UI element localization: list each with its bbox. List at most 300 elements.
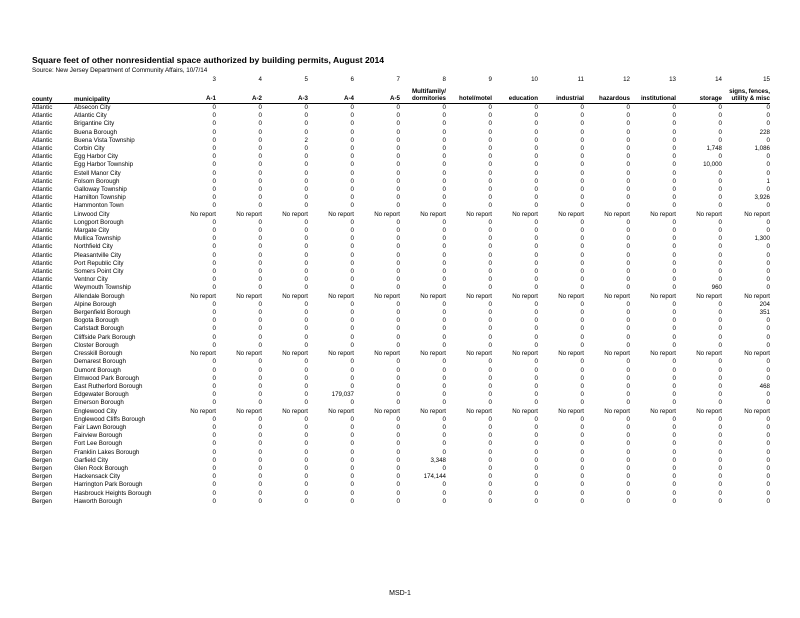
value-cell: 0 — [304, 325, 308, 333]
value-cell: 0 — [718, 276, 722, 284]
value-cell: 0 — [766, 104, 770, 111]
value-cell: 0 — [258, 374, 262, 382]
value-cell: 0 — [766, 243, 770, 251]
value-cell: No report — [236, 210, 262, 218]
value-cell: 0 — [350, 259, 354, 267]
table-row — [32, 424, 770, 432]
value-cell: 0 — [258, 136, 262, 144]
column-number: 7 — [396, 76, 400, 83]
value-cell: 0 — [396, 481, 400, 489]
value-cell: 0 — [488, 341, 492, 349]
value-cell: 0 — [580, 136, 584, 144]
county-cell: Bergen — [32, 366, 52, 374]
value-cell: 0 — [580, 218, 584, 226]
value-cell: 3,926 — [754, 194, 770, 202]
value-cell: 0 — [488, 243, 492, 251]
value-cell: 0 — [442, 481, 446, 489]
value-cell: 0 — [350, 169, 354, 177]
county-cell: Bergen — [32, 423, 52, 431]
value-cell: 0 — [488, 120, 492, 128]
value-cell: 0 — [442, 489, 446, 497]
value-cell: 0 — [442, 218, 446, 226]
value-cell: 0 — [488, 440, 492, 448]
value-cell: 0 — [626, 415, 630, 423]
value-cell: No report — [650, 350, 676, 358]
value-cell: 0 — [304, 456, 308, 464]
value-cell: 0 — [258, 391, 262, 399]
value-cell: 0 — [580, 309, 584, 317]
value-cell: 0 — [626, 202, 630, 210]
column-number: 10 — [531, 76, 538, 83]
value-cell: 0 — [766, 464, 770, 472]
value-cell: 0 — [534, 145, 538, 153]
value-cell: 0 — [258, 145, 262, 153]
county-cell: Atlantic — [32, 128, 53, 136]
value-cell: 0 — [350, 317, 354, 325]
value-cell: 0 — [304, 497, 308, 505]
value-cell: 0 — [488, 251, 492, 259]
table-row — [32, 432, 770, 440]
value-cell: 0 — [350, 243, 354, 251]
value-cell: 0 — [488, 128, 492, 136]
county-cell: Atlantic — [32, 186, 53, 194]
value-cell: 0 — [672, 177, 676, 185]
value-cell: No report — [558, 407, 584, 415]
value-cell: 0 — [442, 284, 446, 292]
value-cell: 0 — [350, 145, 354, 153]
value-cell: 0 — [488, 153, 492, 161]
county-cell: Bergen — [32, 350, 52, 358]
value-cell: 0 — [534, 259, 538, 267]
value-cell: 0 — [350, 177, 354, 185]
county-cell: Atlantic — [32, 145, 53, 153]
value-cell: 0 — [718, 186, 722, 194]
value-cell: 0 — [212, 177, 216, 185]
value-cell: 0 — [212, 333, 216, 341]
value-cell: 0 — [534, 104, 538, 111]
value-cell: 0 — [626, 218, 630, 226]
value-cell: 0 — [580, 104, 584, 111]
value-cell: 0 — [258, 415, 262, 423]
value-cell: 0 — [304, 415, 308, 423]
county-cell: Atlantic — [32, 251, 53, 259]
county-cell: Atlantic — [32, 120, 53, 128]
value-cell: 0 — [258, 259, 262, 267]
value-cell: 0 — [488, 309, 492, 317]
county-cell: Bergen — [32, 448, 52, 456]
value-cell: No report — [374, 210, 400, 218]
value-cell: 0 — [718, 432, 722, 440]
value-cell: 0 — [580, 317, 584, 325]
value-cell: 0 — [672, 284, 676, 292]
value-cell: 0 — [258, 333, 262, 341]
value-cell: 0 — [534, 399, 538, 407]
municipality-cell: Glen Rock Borough — [74, 464, 128, 472]
value-cell: 0 — [766, 169, 770, 177]
value-cell: 0 — [626, 489, 630, 497]
value-cell: 0 — [350, 415, 354, 423]
county-cell: Bergen — [32, 456, 52, 464]
value-cell: 0 — [304, 161, 308, 169]
value-cell: 0 — [212, 186, 216, 194]
table-row — [32, 153, 770, 161]
value-cell: No report — [744, 210, 770, 218]
value-cell: 0 — [212, 341, 216, 349]
value-cell: No report — [190, 407, 216, 415]
value-cell: 0 — [304, 366, 308, 374]
value-cell: 0 — [626, 268, 630, 276]
value-cell: 0 — [534, 423, 538, 431]
value-cell: No report — [650, 210, 676, 218]
value-cell: 0 — [626, 481, 630, 489]
value-cell: 0 — [212, 473, 216, 481]
value-cell: 0 — [258, 202, 262, 210]
value-cell: 0 — [212, 423, 216, 431]
value-cell: 0 — [626, 317, 630, 325]
value-cell: 0 — [580, 423, 584, 431]
table-row — [32, 490, 770, 498]
value-cell: 0 — [672, 341, 676, 349]
value-cell: 0 — [304, 317, 308, 325]
value-cell: 0 — [442, 366, 446, 374]
value-cell: 0 — [534, 391, 538, 399]
value-cell: 0 — [580, 268, 584, 276]
value-cell: 0 — [766, 366, 770, 374]
column-header: hazardous — [584, 84, 630, 104]
value-cell: 0 — [488, 276, 492, 284]
county-cell: Bergen — [32, 382, 52, 390]
table-row — [32, 375, 770, 383]
value-cell: 0 — [672, 153, 676, 161]
value-cell: 0 — [718, 300, 722, 308]
value-cell: 0 — [396, 489, 400, 497]
county-cell: Bergen — [32, 292, 52, 300]
county-cell: Atlantic — [32, 169, 53, 177]
county-cell: Atlantic — [32, 235, 53, 243]
value-cell: 0 — [350, 153, 354, 161]
value-cell: 0 — [766, 325, 770, 333]
value-cell: No report — [420, 292, 446, 300]
value-cell: 0 — [672, 309, 676, 317]
table-row — [32, 293, 770, 301]
value-cell: 0 — [488, 473, 492, 481]
value-cell: 0 — [212, 489, 216, 497]
column-header: industrial — [538, 84, 584, 104]
value-cell: 0 — [672, 104, 676, 111]
value-cell: 0 — [396, 325, 400, 333]
value-cell: 0 — [488, 235, 492, 243]
value-cell: 0 — [488, 300, 492, 308]
value-cell: 0 — [766, 161, 770, 169]
value-cell: 0 — [672, 481, 676, 489]
value-cell: 0 — [534, 136, 538, 144]
value-cell: 0 — [258, 235, 262, 243]
value-cell: 0 — [350, 227, 354, 235]
value-cell: 0 — [304, 399, 308, 407]
value-cell: 0 — [304, 448, 308, 456]
value-cell: 0 — [718, 268, 722, 276]
value-cell: 0 — [212, 235, 216, 243]
value-cell: 0 — [442, 120, 446, 128]
value-cell: 0 — [672, 448, 676, 456]
value-cell: 0 — [304, 235, 308, 243]
value-cell: 0 — [396, 374, 400, 382]
value-cell: 0 — [580, 194, 584, 202]
municipality-cell: Dumont Borough — [74, 366, 121, 374]
value-cell: 0 — [396, 120, 400, 128]
value-cell: 0 — [534, 415, 538, 423]
value-cell: 0 — [212, 268, 216, 276]
value-cell: 0 — [258, 268, 262, 276]
value-cell: 0 — [212, 145, 216, 153]
value-cell: 0 — [626, 243, 630, 251]
value-cell: 0 — [212, 382, 216, 390]
value-cell: No report — [466, 407, 492, 415]
municipality-cell: Linwood City — [74, 210, 110, 218]
value-cell: 0 — [672, 145, 676, 153]
county-cell: Bergen — [32, 317, 52, 325]
county-cell: Atlantic — [32, 161, 53, 169]
value-cell: 0 — [718, 194, 722, 202]
value-cell: 0 — [396, 448, 400, 456]
value-cell: 0 — [396, 300, 400, 308]
value-cell: No report — [512, 350, 538, 358]
value-cell: No report — [744, 407, 770, 415]
value-cell: 0 — [718, 309, 722, 317]
value-cell: 0 — [258, 464, 262, 472]
value-cell: 0 — [258, 432, 262, 440]
value-cell: 0 — [534, 186, 538, 194]
value-cell: 0 — [304, 218, 308, 226]
value-cell: 0 — [442, 235, 446, 243]
value-cell: 0 — [212, 276, 216, 284]
value-cell: 0 — [580, 366, 584, 374]
county-cell: Bergen — [32, 309, 52, 317]
value-cell: 0 — [396, 259, 400, 267]
municipality-cell: Fort Lee Borough — [74, 440, 123, 448]
value-cell: 0 — [580, 120, 584, 128]
value-cell: 0 — [212, 259, 216, 267]
value-cell: 468 — [759, 382, 770, 390]
value-cell: 0 — [580, 235, 584, 243]
county-cell: Bergen — [32, 481, 52, 489]
value-cell: 0 — [718, 177, 722, 185]
value-cell: 0 — [442, 276, 446, 284]
value-cell: 0 — [258, 161, 262, 169]
municipality-cell: Harrington Park Borough — [74, 481, 143, 489]
value-cell: 0 — [212, 399, 216, 407]
value-cell: 0 — [258, 128, 262, 136]
county-cell: Bergen — [32, 399, 52, 407]
value-cell: 0 — [212, 104, 216, 111]
value-cell: 0 — [580, 128, 584, 136]
value-cell: 0 — [488, 112, 492, 120]
value-cell: 0 — [626, 161, 630, 169]
value-cell: 0 — [442, 300, 446, 308]
value-cell: 0 — [488, 333, 492, 341]
value-cell: 0 — [580, 415, 584, 423]
value-cell: 0 — [212, 284, 216, 292]
value-cell: 0 — [350, 423, 354, 431]
value-cell: 0 — [626, 145, 630, 153]
value-cell: No report — [466, 292, 492, 300]
value-cell: 0 — [766, 432, 770, 440]
value-cell: 0 — [442, 399, 446, 407]
table-row — [32, 129, 770, 137]
value-cell: 0 — [212, 440, 216, 448]
value-cell: 0 — [258, 227, 262, 235]
county-cell: Bergen — [32, 358, 52, 366]
value-cell: No report — [236, 292, 262, 300]
value-cell: 1,300 — [754, 235, 770, 243]
municipality-cell: Franklin Lakes Borough — [74, 448, 140, 456]
value-cell: 0 — [672, 317, 676, 325]
table-row — [32, 317, 770, 325]
municipality-cell: Galloway Township — [74, 186, 127, 194]
value-cell: 0 — [534, 128, 538, 136]
value-cell: No report — [558, 350, 584, 358]
value-cell: 0 — [580, 276, 584, 284]
municipality-cell: Fair Lawn Borough — [74, 423, 127, 431]
value-cell: 179,037 — [331, 391, 354, 399]
value-cell: 0 — [304, 169, 308, 177]
value-cell: 0 — [766, 473, 770, 481]
value-cell: 0 — [626, 456, 630, 464]
table-row — [32, 202, 770, 210]
value-cell: 0 — [580, 456, 584, 464]
value-cell: 174,144 — [423, 473, 446, 481]
table-row — [32, 440, 770, 448]
value-cell: 0 — [626, 382, 630, 390]
value-cell: 0 — [396, 227, 400, 235]
value-cell: No report — [282, 292, 308, 300]
value-cell: 0 — [626, 128, 630, 136]
value-cell: 0 — [534, 489, 538, 497]
value-cell: 0 — [580, 227, 584, 235]
value-cell: 0 — [396, 153, 400, 161]
value-cell: 0 — [488, 259, 492, 267]
value-cell: 0 — [672, 464, 676, 472]
county-cell: Atlantic — [32, 227, 53, 235]
value-cell: 0 — [718, 366, 722, 374]
value-cell: 0 — [396, 391, 400, 399]
value-cell: 0 — [212, 227, 216, 235]
value-cell: 0 — [672, 391, 676, 399]
value-cell: 0 — [718, 333, 722, 341]
value-cell: 0 — [672, 300, 676, 308]
municipality-cell: Cliffside Park Borough — [74, 333, 136, 341]
value-cell: 0 — [258, 194, 262, 202]
column-header: A-2 — [216, 84, 262, 104]
value-cell: 0 — [350, 251, 354, 259]
value-cell: 0 — [258, 169, 262, 177]
value-cell: 0 — [442, 251, 446, 259]
value-cell: 1,086 — [754, 145, 770, 153]
value-cell: 0 — [442, 259, 446, 267]
municipality-cell: Garfield City — [74, 456, 109, 464]
county-cell: Bergen — [32, 391, 52, 399]
value-cell: 0 — [350, 341, 354, 349]
value-cell: 0 — [488, 268, 492, 276]
value-cell: 0 — [672, 161, 676, 169]
value-cell: 0 — [766, 251, 770, 259]
value-cell: 0 — [534, 194, 538, 202]
value-cell: 0 — [766, 284, 770, 292]
municipality-cell: Northfield City — [74, 243, 113, 251]
value-cell: 0 — [766, 112, 770, 120]
value-cell: 0 — [304, 120, 308, 128]
value-cell: 0 — [534, 300, 538, 308]
value-cell: 0 — [304, 464, 308, 472]
municipality-cell: Buena Borough — [74, 128, 118, 136]
value-cell: 0 — [258, 358, 262, 366]
value-cell: No report — [282, 210, 308, 218]
value-cell: 0 — [442, 153, 446, 161]
value-cell: 0 — [212, 374, 216, 382]
value-cell: 0 — [580, 333, 584, 341]
value-cell: 0 — [396, 276, 400, 284]
value-cell: 0 — [396, 243, 400, 251]
value-cell: 0 — [442, 374, 446, 382]
value-cell: 0 — [304, 432, 308, 440]
value-cell: 0 — [258, 341, 262, 349]
value-cell: 0 — [534, 440, 538, 448]
value-cell: No report — [696, 350, 722, 358]
value-cell: No report — [328, 407, 354, 415]
table-row — [32, 260, 770, 268]
value-cell: No report — [650, 292, 676, 300]
value-cell: 0 — [258, 325, 262, 333]
value-cell: 0 — [580, 112, 584, 120]
value-cell: No report — [420, 350, 446, 358]
value-cell: 0 — [258, 300, 262, 308]
table-row — [32, 498, 770, 506]
column-number: 12 — [623, 76, 630, 83]
value-cell: 0 — [626, 309, 630, 317]
value-cell: 0 — [672, 456, 676, 464]
value-cell: 0 — [304, 391, 308, 399]
value-cell: 0 — [718, 464, 722, 472]
county-cell: Bergen — [32, 473, 52, 481]
value-cell: 0 — [258, 309, 262, 317]
value-cell: 0 — [488, 218, 492, 226]
value-cell: 0 — [580, 259, 584, 267]
value-cell: 0 — [580, 440, 584, 448]
value-cell: 0 — [350, 235, 354, 243]
value-cell: 0 — [304, 202, 308, 210]
county-cell: Bergen — [32, 333, 52, 341]
value-cell: 0 — [766, 497, 770, 505]
table-row — [32, 284, 770, 292]
value-cell: 0 — [396, 440, 400, 448]
value-cell: 0 — [718, 374, 722, 382]
value-cell: 0 — [626, 448, 630, 456]
value-cell: No report — [650, 407, 676, 415]
value-cell: 0 — [580, 473, 584, 481]
value-cell: 0 — [304, 227, 308, 235]
municipality-cell: Emerson Borough — [74, 399, 124, 407]
value-cell: 0 — [442, 382, 446, 390]
value-cell: 0 — [580, 284, 584, 292]
value-cell: 0 — [534, 218, 538, 226]
value-cell: 0 — [258, 382, 262, 390]
value-cell: 0 — [442, 341, 446, 349]
value-cell: 0 — [672, 202, 676, 210]
value-cell: 0 — [396, 218, 400, 226]
value-cell: 0 — [258, 284, 262, 292]
table-row — [32, 219, 770, 227]
value-cell: 0 — [534, 251, 538, 259]
